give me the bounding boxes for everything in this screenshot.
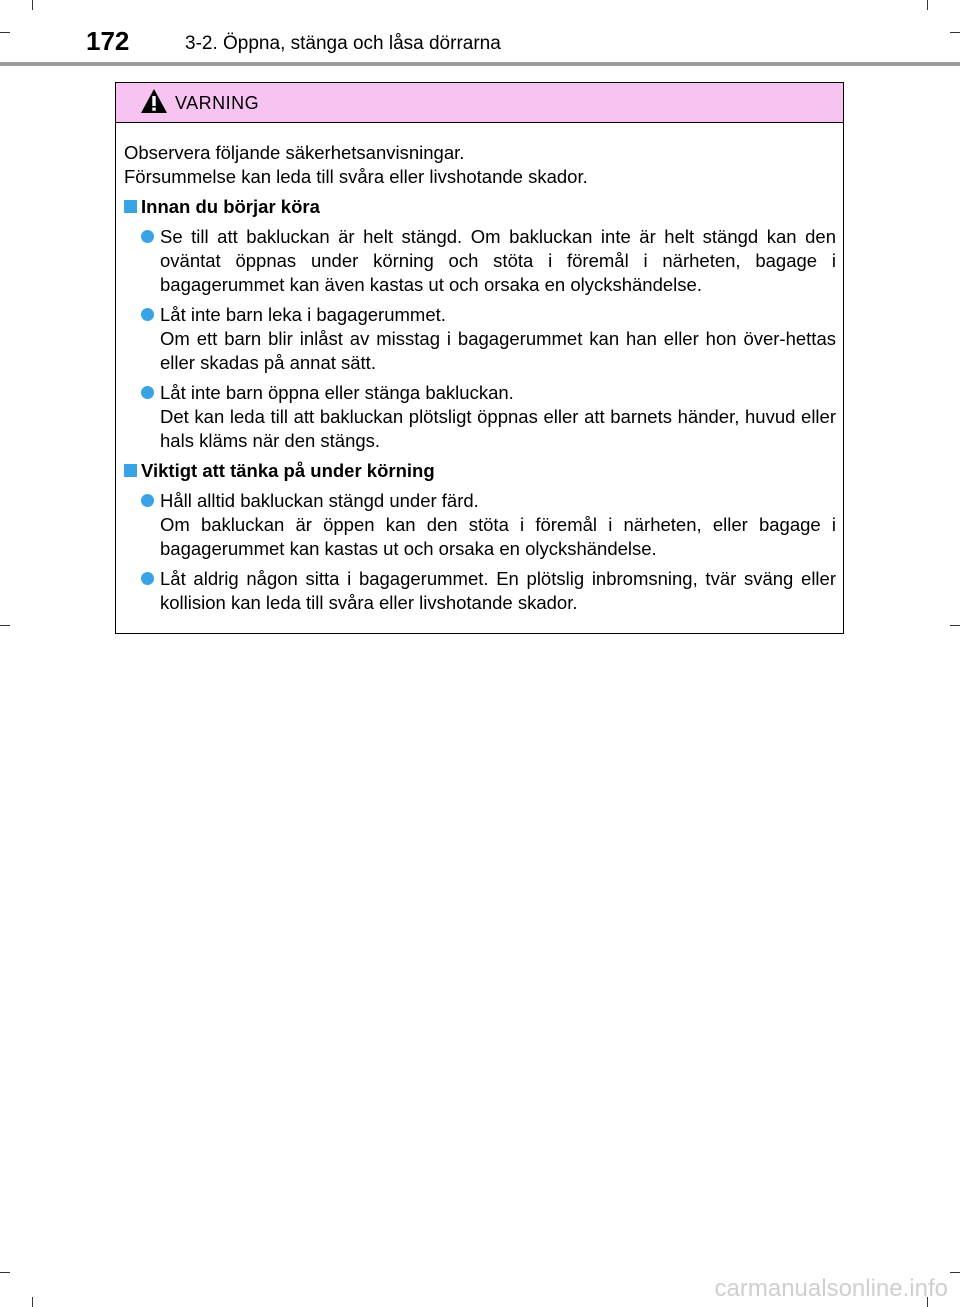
warning-body xyxy=(116,123,843,615)
square-bullet-icon xyxy=(124,200,137,213)
crop-mark xyxy=(950,1272,960,1273)
list-item: Låt aldrig någon sitta i bagagerummet. En plötslig inbromsning, tvär sväng eller kollision kan leda till svåra eller livshotande skador. xyxy=(124,567,836,615)
section-title: 3-2. Öppna, stänga och låsa dörrarna xyxy=(185,33,501,54)
list-item: Se till att bakluckan är helt stängd. Om bakluckan inte är helt stängd kan den oväntat öppnas under körning och stöta i föremål i närheten, bagage i bagagerummet kan även kastas ut och orsaka en olyckshändelse. xyxy=(124,225,836,297)
watermark: carmanualsonline.info xyxy=(714,1275,948,1302)
crop-mark xyxy=(950,625,960,626)
warning-section-before-driving xyxy=(124,195,836,453)
warning-header xyxy=(116,83,843,123)
dot-bullet-icon xyxy=(141,308,154,321)
warning-intro xyxy=(124,141,836,189)
warning-label: VARNING xyxy=(175,93,260,113)
warning-box xyxy=(115,82,844,634)
warning-section-while-driving xyxy=(124,459,836,615)
intro-line: Observera följande säkerhetsanvisningar. xyxy=(124,142,465,163)
dot-bullet-icon xyxy=(141,230,154,243)
page-number: 172 xyxy=(86,26,130,56)
dot-bullet-icon xyxy=(141,494,154,507)
crop-mark xyxy=(0,625,10,626)
square-bullet-icon xyxy=(124,464,137,477)
intro-line: Försummelse kan leda till svåra eller livshotande skador. xyxy=(124,166,588,187)
page-header xyxy=(0,0,960,66)
header-rule xyxy=(0,62,960,66)
list-item: Låt inte barn leka i bagagerummet. Om ett barn blir inlåst av misstag i bagagerummet kan han eller hon över-hettas eller skadas på annat sätt. xyxy=(124,303,836,375)
section-heading: Innan du börjar köra xyxy=(124,195,836,219)
warning-triangle-icon xyxy=(140,88,168,114)
list-item: Håll alltid bakluckan stängd under färd. Om bakluckan är öppen kan den stöta i föremål i närheten, eller bagage i bagagerummet kan kastas ut och orsaka en olyckshändelse. xyxy=(124,489,836,561)
section-heading: Viktigt att tänka på under körning xyxy=(124,459,836,483)
dot-bullet-icon xyxy=(141,386,154,399)
crop-mark xyxy=(32,1297,33,1307)
dot-bullet-icon xyxy=(141,572,154,585)
crop-mark xyxy=(0,1272,10,1273)
list-item: Låt inte barn öppna eller stänga bakluckan. Det kan leda till att bakluckan plötsligt öppnas eller att barnets händer, huvud eller hals kläms när den stängs. xyxy=(124,381,836,453)
